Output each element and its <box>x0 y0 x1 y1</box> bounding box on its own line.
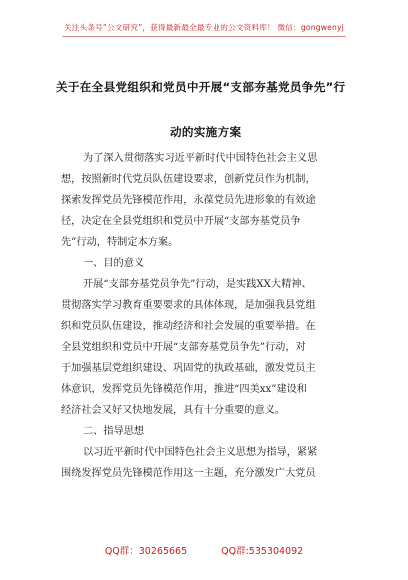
paragraph-line: 以习近平新时代中国特色社会主义思想为指导，紧紧 <box>83 447 318 458</box>
paragraph-line: 为了深入贯彻落实习近平新时代中国特色社会主义思 <box>83 153 318 164</box>
qq-group-2: QQ群:535304092 <box>221 546 304 557</box>
qq-group-1: QQ群：30265665 <box>104 546 188 557</box>
paragraph-line: 想，按照新时代党员队伍建设要求，创新党员作为机制， <box>61 174 316 185</box>
header-banner: 关注头条号“公文研究”，获得最新最全最专业的公文资料库！ 微信：gongwenyj <box>63 23 345 32</box>
document-body <box>61 148 361 484</box>
section-heading: 二、指导思想 <box>83 426 145 437</box>
paragraph-line: 先”行动，特制定本方案。 <box>61 237 179 248</box>
paragraph-line: 全县党组织和党员中开展“支部夯基党员争先”行动，对 <box>61 342 306 353</box>
paragraph-line: 径，决定在全县党组织和党员中开展“支部夯基党员争 <box>61 216 301 227</box>
section-heading: 一、目的意义 <box>83 258 145 269</box>
document-title-line-2: 动的实施方案 <box>170 125 242 139</box>
paragraph-line: 开展“支部夯基党员争先”行动，是实践XX大精神、 <box>83 279 312 290</box>
paragraph-line: 探索发挥党员先锋模范作用，永葆党员先进形象的有效途 <box>61 195 316 206</box>
footer-contact <box>0 543 408 557</box>
paragraph-line: 织和党员队伍建设，推动经济和社会发展的重要举措。在 <box>61 321 316 332</box>
header-divider <box>62 36 346 37</box>
paragraph-line: 经济社会又好又快地发展，具有十分重要的意义。 <box>61 405 286 416</box>
paragraph-line: 贯彻落实学习教育重要要求的具体体现，是加强我县党组 <box>61 300 316 311</box>
paragraph-line: 围绕发挥党员先锋模范作用这一主题，充分激发广大党员 <box>61 468 316 479</box>
paragraph-line: 于加强基层党组织建设、巩固党的执政基础，激发党员主 <box>61 363 316 374</box>
paragraph-line: 体意识，发挥党员先锋模范作用，推进“四美xx”建设和 <box>61 384 308 395</box>
document-title-line-1: 关于在全县党组织和党员中开展“支部夯基党员争先”行 <box>56 80 346 94</box>
